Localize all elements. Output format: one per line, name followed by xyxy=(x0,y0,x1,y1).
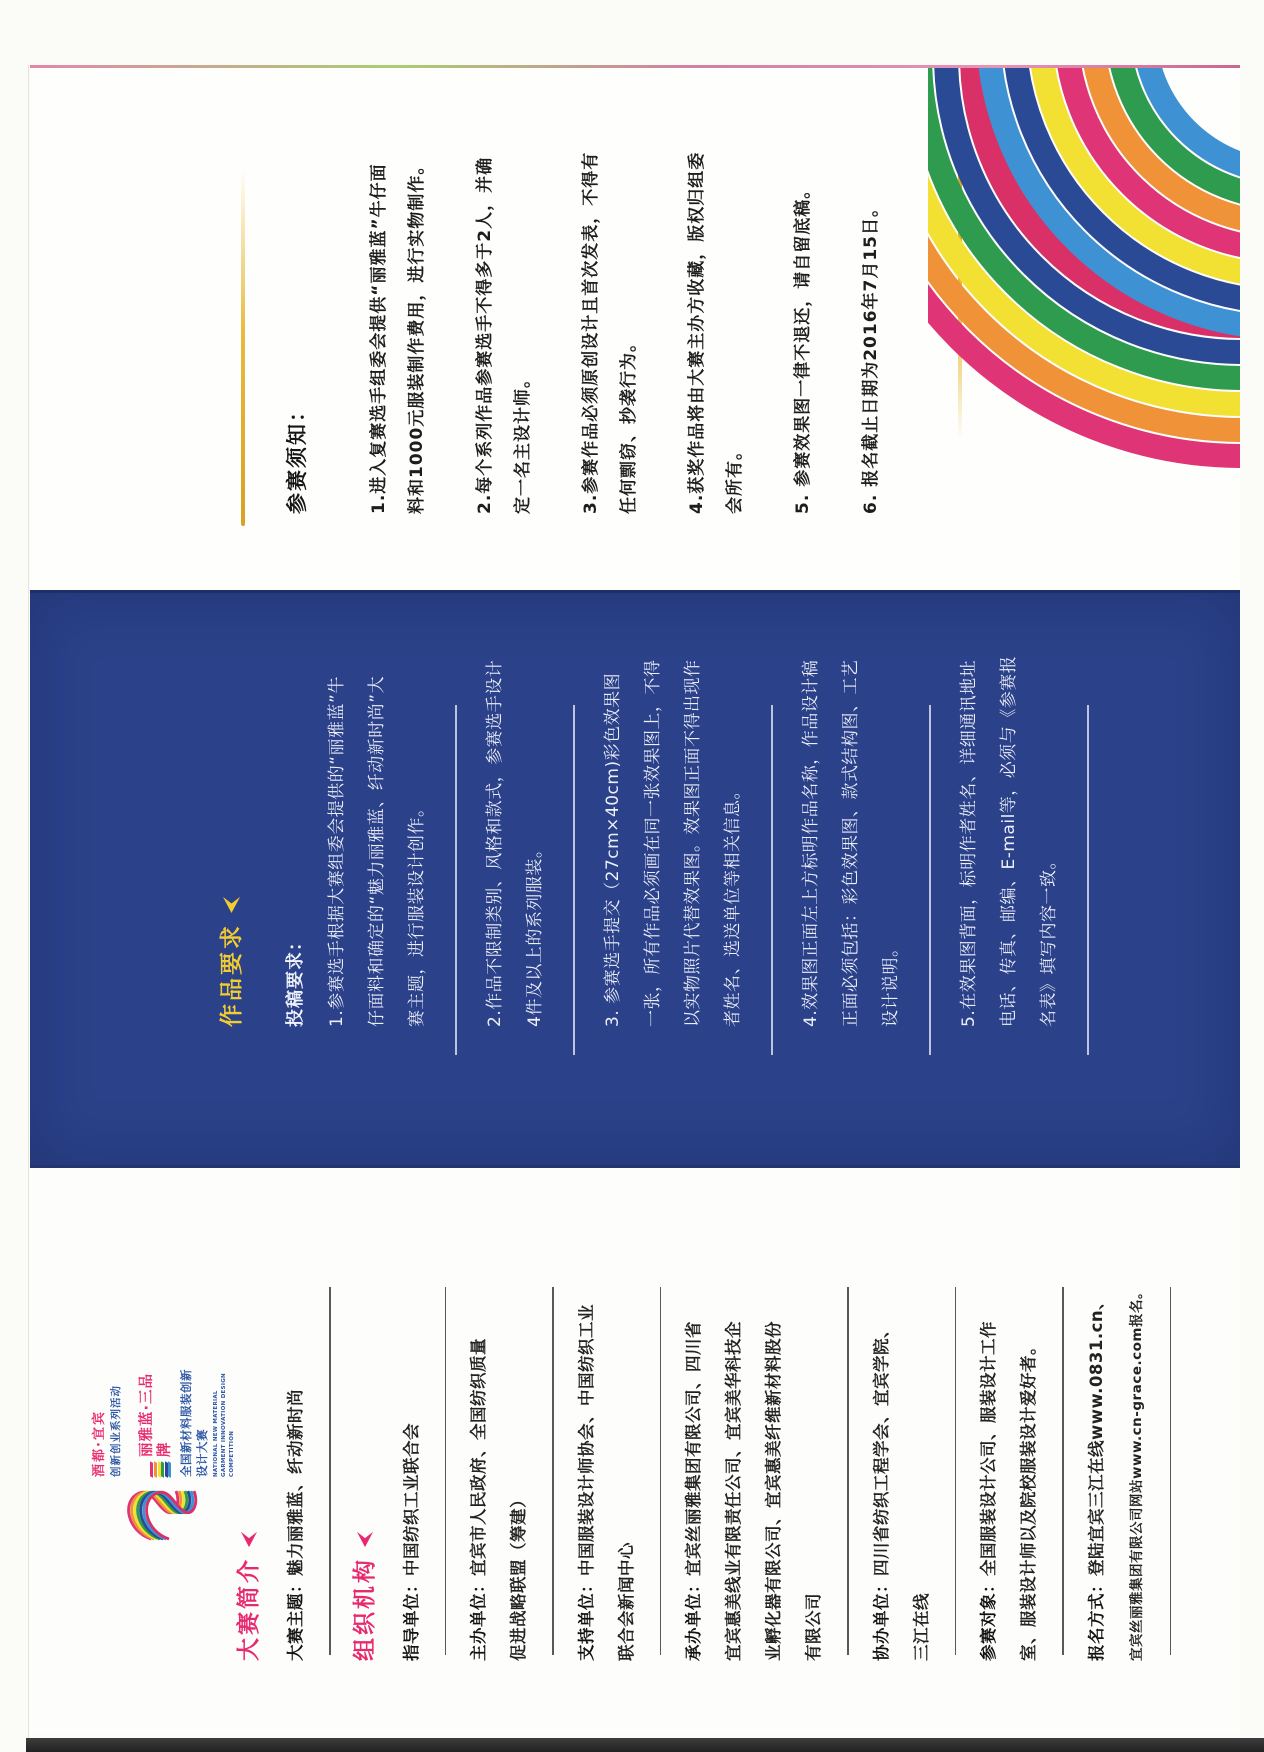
intro-entries xyxy=(276,1168,331,1661)
info-text-line: 报名方式：登陆宜宾三江在线www.0831.cn、 xyxy=(1086,1292,1106,1661)
info-text-line: 承办单位：宜宾丝丽雅集团有限公司、四川省 xyxy=(684,1321,703,1661)
notice-text-line: 2.每个系列作品参赛选手不得多于2人，并确 xyxy=(475,156,495,514)
notice-title: 参赛须知： xyxy=(285,399,309,514)
submission-requirements-label: 投稿要求： xyxy=(285,932,306,1027)
requirement-text-line: 1.参赛选手根据大赛组委会提供的“丽雅蓝”牛 xyxy=(327,676,347,1027)
info-entry xyxy=(567,1168,647,1661)
notice-text-line: 会所有。 xyxy=(725,442,745,514)
info-text-line: 室、服装设计师以及院校服装设计爱好者。 xyxy=(1019,1338,1038,1661)
info-entry xyxy=(276,1168,316,1661)
notice-text-line: 4.获奖作品将由大赛主办方收藏，版权归组委 xyxy=(687,151,707,514)
divider-rule xyxy=(552,1287,554,1655)
rainbow-swirl-logo-icon xyxy=(123,1481,223,1543)
page-intro-organization xyxy=(30,1168,1240,1735)
organization-section-title: 组织机构 xyxy=(344,1168,386,1661)
requirement-text-line: 仔面料和确定的“魅力丽雅蓝、纤动新时尚”大 xyxy=(367,675,387,1027)
gold-accent-rule-top xyxy=(241,170,245,526)
section-flag-icon xyxy=(222,895,241,914)
divider-rule xyxy=(329,1287,331,1655)
logo-brand-label: 丽雅蓝·三品牌 xyxy=(139,1372,173,1457)
paper-edge-line xyxy=(28,65,29,1752)
divider-rule xyxy=(1087,705,1089,1055)
info-text-line: 宜宾惠美线业有限责任公司、宜宾美华科技企 xyxy=(724,1321,743,1661)
requirement-text-line: 3. 参赛选手提交（27cm×40cm)彩色效果图 xyxy=(603,672,623,1027)
page-work-requirements xyxy=(30,590,1240,1168)
requirement-text-line: 5.在效果图背面，标明作者姓名、详细通讯地址 xyxy=(959,659,979,1027)
entry-label: 参赛对象： xyxy=(979,1576,998,1661)
notice-item xyxy=(784,65,822,514)
section-flag-icon xyxy=(356,1530,374,1548)
entry-label: 承办单位： xyxy=(684,1576,703,1661)
notice-text-line: 定一名主设计师。 xyxy=(513,370,533,514)
requirement-item xyxy=(949,593,1069,1027)
divider-rule xyxy=(660,1287,662,1655)
entry-label: 主办单位： xyxy=(469,1576,488,1661)
info-text-line: 业孵化器有限公司、宜宾惠美纤维新材料股份 xyxy=(764,1321,783,1661)
info-text-line: 参赛对象：全国服装设计公司、服装设计工作 xyxy=(979,1321,998,1661)
requirement-text-line: 赛主题，进行服装设计创作。 xyxy=(407,799,427,1027)
notice-items xyxy=(360,65,890,514)
notice-text-line: 料和1000元服装制作费用，进行实物制作。 xyxy=(407,156,427,514)
logo-competition-name: 全国新材料服装创新设计大赛 xyxy=(179,1369,209,1477)
notice-item xyxy=(852,65,890,514)
requirement-text-line: 2.作品不限制类别、风格和款式，参赛选手设计 xyxy=(485,659,505,1027)
requirement-text-line: 者姓名、选送单位等相关信息。 xyxy=(723,782,743,1027)
divider-rule xyxy=(929,705,931,1055)
logo-rainbow-bars-icon xyxy=(149,1462,171,1477)
logo-text-block xyxy=(85,1358,245,1477)
entry-label: 大赛主题： xyxy=(286,1576,305,1661)
notice-item xyxy=(360,65,436,514)
fold-edge-color-line xyxy=(30,65,1240,68)
divider-rule xyxy=(455,705,457,1055)
divider-rule xyxy=(445,1287,447,1655)
notice-text-line: 6. 报名截止日期为2016年7月15日。 xyxy=(861,198,881,514)
info-entry xyxy=(1077,1168,1157,1661)
divider-rule xyxy=(573,705,575,1055)
info-entry xyxy=(969,1168,1049,1661)
logo-english-name: NATIONAL NEW MATERIAL GARMENT INNOVATION DESIGN COMPETITION xyxy=(213,1373,235,1477)
divider-rule xyxy=(955,1287,957,1655)
info-entry xyxy=(459,1168,539,1661)
info-text-line: 促进战略联盟（筹建） xyxy=(509,1491,528,1661)
notice-text-line: 5. 参赛效果图一律不退还，请自留底稿。 xyxy=(793,180,813,514)
info-text-line: 大赛主题：魅力丽雅蓝、纤动新时尚 xyxy=(286,1389,305,1661)
requirements-title: 作品要求 xyxy=(215,593,249,1027)
notice-item xyxy=(572,65,648,514)
requirements-items xyxy=(317,593,1089,1027)
requirement-item xyxy=(475,593,555,1027)
requirement-text-line: 一张，所有作品必须画在同一张效果图上，不得 xyxy=(643,659,663,1027)
info-entry xyxy=(392,1168,432,1661)
divider-rule xyxy=(1062,1287,1064,1655)
requirement-item xyxy=(791,593,911,1027)
info-text-line: 三江在线 xyxy=(911,1593,931,1661)
info-entry xyxy=(674,1168,834,1661)
entry-label: 支持单位： xyxy=(576,1576,596,1661)
requirement-text-line: 4.效果图正面左上方标明作品名称，作品设计稿 xyxy=(801,659,821,1027)
requirement-text-line: 以实物照片代替效果图。效果图正面不得出现作 xyxy=(683,659,703,1027)
info-text-line: 支持单位：中国服装设计师协会、中国纺织工业 xyxy=(576,1304,596,1661)
divider-rule xyxy=(771,705,773,1055)
entry-label: 报名方式： xyxy=(1086,1576,1106,1661)
notice-text-line: 1.进入复赛选手组委会提供“丽雅蓝”牛仔面 xyxy=(369,163,389,514)
info-text-line: 有限公司 xyxy=(804,1593,823,1661)
trifold-brochure xyxy=(30,65,1240,1735)
requirement-text-line: 名表》填写内容一致。 xyxy=(1039,852,1059,1027)
logo-city-label: 酒都·宜宾 xyxy=(92,1410,107,1477)
requirement-text-line: 正面必须包括：彩色效果图、款式结构图、工艺 xyxy=(841,659,861,1027)
requirement-text-line: 设计说明。 xyxy=(881,939,901,1027)
divider-rule xyxy=(847,1287,849,1655)
notice-text-line: 任何剽窃、抄袭行为。 xyxy=(619,334,639,514)
rainbow-ribbon-graphic xyxy=(928,65,1240,568)
scanner-edge-shadow xyxy=(26,1738,1264,1752)
info-text-line: 主办单位：宜宾市人民政府、全国纺织质量 xyxy=(469,1338,488,1661)
info-entry xyxy=(862,1168,942,1661)
requirement-text-line: 电话、传真、邮编、E-mail等，必须与《参赛报 xyxy=(999,655,1019,1027)
requirement-item xyxy=(317,593,437,1027)
notice-text-line: 3.参赛作品必须原创设计且首次发表，不得有 xyxy=(581,151,601,514)
logo-series-label: 创新创业系列活动 xyxy=(110,1385,122,1477)
requirement-text-line: 4件及以上的系列服装。 xyxy=(525,840,545,1027)
requirement-item xyxy=(593,593,753,1027)
info-text-line: 指导单位：中国纺织工业联合会 xyxy=(401,1423,421,1661)
info-text-line: 协办单位：四川省纺织工程学会、宜宾学院、 xyxy=(871,1321,891,1661)
info-text-line: 联合会新闻中心 xyxy=(616,1542,636,1661)
page-competition-notice xyxy=(30,65,1240,590)
notice-item xyxy=(678,65,754,514)
divider-rule xyxy=(1170,1287,1172,1655)
entry-label: 指导单位： xyxy=(401,1576,421,1661)
info-text-line: 宜宾丝丽雅集团有限公司网站www.cn-grace.com报名。 xyxy=(1128,1285,1145,1661)
organization-entries xyxy=(392,1168,1172,1661)
intro-section-title: 大赛简介 xyxy=(228,1168,270,1661)
notice-item xyxy=(466,65,542,514)
competition-logo xyxy=(85,1358,245,1543)
entry-label: 协办单位： xyxy=(871,1576,891,1661)
